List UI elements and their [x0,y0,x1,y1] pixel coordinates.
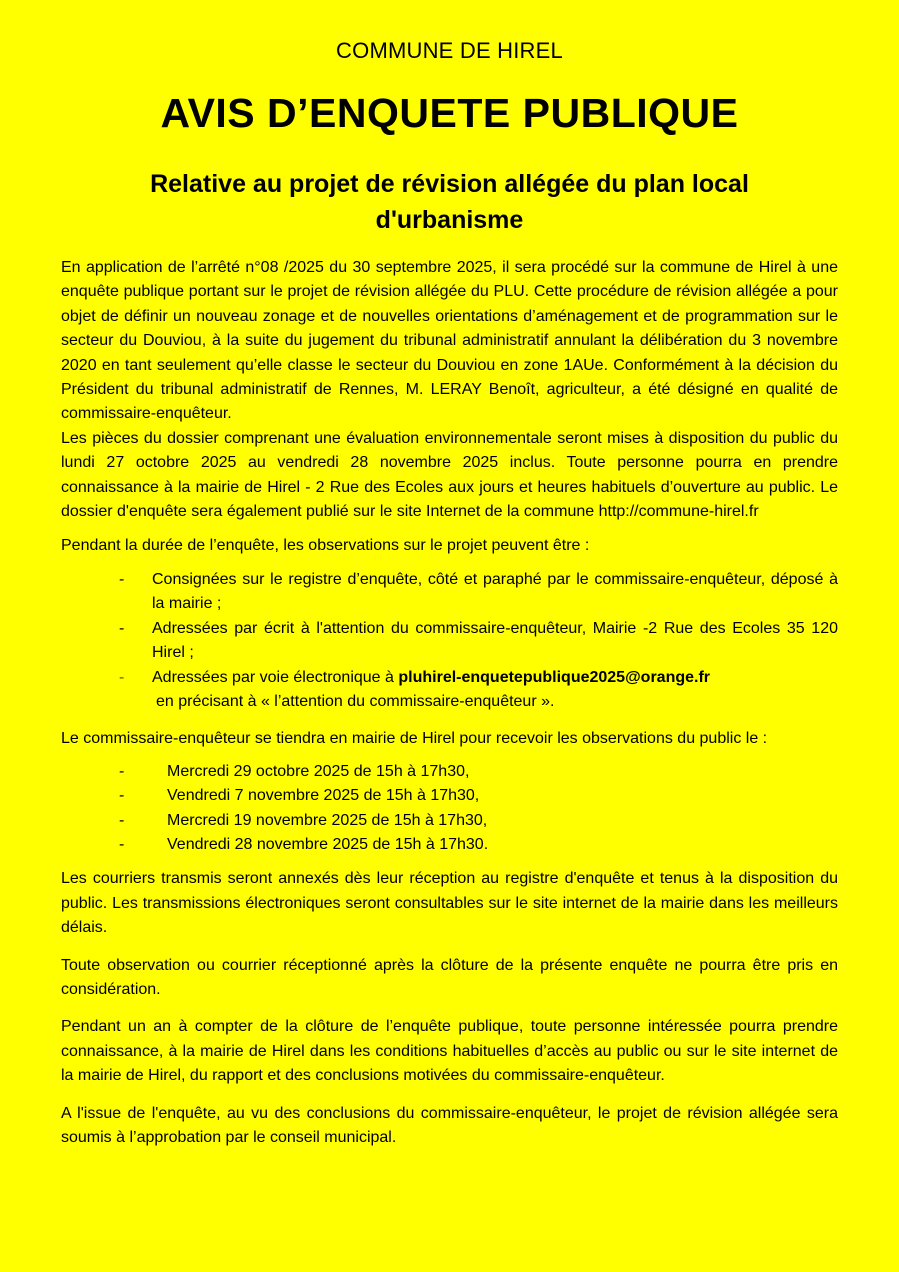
commune-name: COMMUNE DE HIREL [336,38,563,63]
page-subtitle: Relative au projet de révision allégée du plan local d'urbanisme [150,170,749,234]
closing-paragraph-4: A l'issue de l'enquête, au vu des conclusions du commissaire-enquêteur, le projet de révision allégée sera soumis à l’approbation par le conseil municipal. [61,1104,838,1146]
dash-bullet: - [119,668,125,686]
dash-bullet: - [119,835,125,853]
observation-item-text: Consignées sur le registre d’enquête, côté et paraphé par le commissaire-enquêteur, déposé à la mairie ; [152,570,838,613]
notice-body [61,256,838,1150]
list-item [61,666,838,715]
observations-list [61,568,838,714]
list-item [61,617,838,666]
list-item [61,784,838,808]
permanence-date: Mercredi 29 octobre 2025 de 15h à 17h30, [167,762,470,780]
list-item [61,833,838,857]
list-item [61,568,838,617]
permanence-date: Mercredi 19 novembre 2025 de 15h à 17h30, [167,811,488,829]
permanences-list [61,760,838,858]
dash-bullet: - [119,787,125,805]
dash-bullet: - [119,619,125,637]
permanences-lead: Le commissaire-enquêteur se tiendra en mairie de Hirel pour recevoir les observations du public le : [61,730,768,748]
list-item [61,809,838,833]
observations-lead: Pendant la durée de l’enquête, les observations sur le projet peuvent être : [61,537,590,555]
email-item-suffix: en précisant à « l’attention du commissaire-enquêteur ». [156,692,555,710]
observation-item-text: Adressées par écrit à l'attention du commissaire-enquêteur, Mairie -2 Rue des Ecoles 35 120 Hirel ; [152,619,838,662]
permanence-date: Vendredi 28 novembre 2025 de 15h à 17h30. [167,835,489,853]
closing-paragraph-1: Les courriers transmis seront annexés dès leur réception au registre d'enquête et tenus à la disposition du public. Les transmissions électroniques seront consultables sur le site internet de la mairie dans les meilleurs délais. [61,870,838,937]
email-item-prefix: Adressées par voie électronique à [152,668,399,686]
closing-paragraph-2: Toute observation ou courrier réceptionné après la clôture de la présente enquête ne pourra être pris en considération. [61,956,838,998]
list-item [61,760,838,784]
dash-bullet: - [119,570,125,588]
dash-bullet: - [119,811,125,829]
contact-email-link[interactable]: pluhirel-enquetepublique2025@orange.fr [398,668,711,686]
intro-paragraph-1: En application de l’arrêté n°08 /2025 du 30 septembre 2025, il sera procédé sur la commune de Hirel à une enquête publique portant sur le projet de révision allégée du PLU. Cette procédure de révision allégée a pour objet de définir un nouveau zonage et de nouvelles orientations d’aménagement et de programmation sur le secteur du Douviou, à la suite du jugement du tribunal administratif annulant la délibération du 3 novembre 2020 en tant seulement qu’elle classe le secteur du Douviou en zone 1AUe. Conformément à la décision du Président du tribunal administratif de Rennes, M. LERAY Benoît, agriculteur, a été désigné en qualité de commissaire-enquêteur. [61,259,838,423]
dash-bullet: - [119,762,125,780]
permanence-date: Vendredi 7 novembre 2025 de 15h à 17h30, [167,787,480,805]
intro-paragraph-2: Les pièces du dossier comprenant une évaluation environnementale seront mises à disposition du public du lundi 27 octobre 2025 au vendredi 28 novembre 2025 inclus. Toute personne pourra en prendre connaissance à la mairie de Hirel - 2 Rue des Ecoles aux jours et heures habituels d’ouverture au public. Le dossier d'enquête sera également publié sur le site Internet de la commune http://commune-hirel.fr [61,429,838,521]
closing-paragraph-3: Pendant un an à compter de la clôture de l’enquête publique, toute personne intéressée pourra prendre connaissance, à la mairie de Hirel dans les conditions habituelles d’accès au public ou sur le site internet de la mairie de Hirel, du rapport et des conclusions motivées du commissaire-enquêteur. [61,1018,838,1085]
page-title: AVIS D’ENQUETE PUBLIQUE [160,90,739,136]
